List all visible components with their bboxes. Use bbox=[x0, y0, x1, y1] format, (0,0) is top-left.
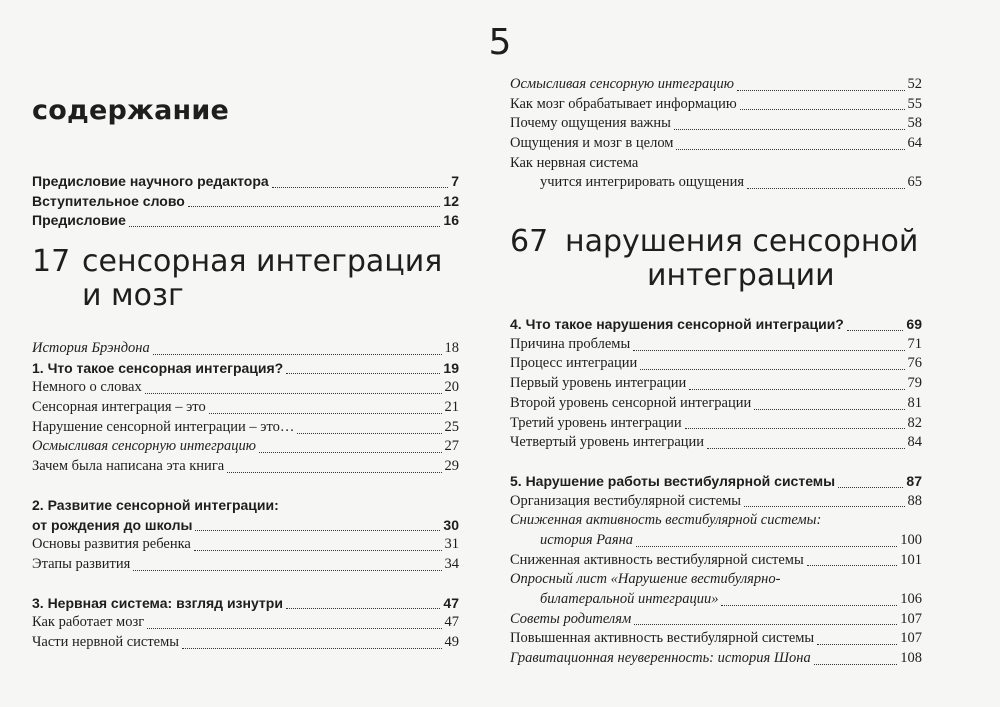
dot-leader bbox=[685, 428, 905, 429]
entry-page: 47 bbox=[444, 614, 459, 631]
entry-page: 82 bbox=[907, 414, 922, 431]
toc-entry[interactable] bbox=[510, 610, 922, 630]
toc-entry[interactable] bbox=[32, 613, 459, 633]
toc-entry-chapter3[interactable] bbox=[32, 594, 459, 614]
entry-title: 3. Нервная система: взгляд изнутри bbox=[32, 594, 283, 611]
toc-entry[interactable] bbox=[510, 114, 922, 134]
dot-leader bbox=[721, 605, 897, 606]
entry-page: 29 bbox=[444, 458, 459, 475]
dot-leader bbox=[286, 608, 440, 609]
dot-leader bbox=[133, 570, 441, 571]
spacer bbox=[510, 453, 922, 472]
entry-title: Советы родителям bbox=[510, 610, 632, 627]
entry-page: 76 bbox=[907, 355, 922, 372]
dot-leader bbox=[194, 550, 442, 551]
toc-entry[interactable] bbox=[510, 75, 922, 95]
toc-entry[interactable] bbox=[32, 555, 459, 575]
dot-leader bbox=[129, 226, 440, 227]
entry-title: Ощущения и мозг в целом bbox=[510, 135, 674, 152]
dot-leader bbox=[188, 206, 441, 207]
toc-entry-brandon-story[interactable] bbox=[32, 339, 459, 359]
entry-title: Части нервной системы bbox=[32, 633, 180, 650]
entry-title: Вступительное слово bbox=[32, 192, 185, 209]
dot-leader bbox=[640, 369, 904, 370]
dot-leader bbox=[838, 487, 903, 488]
dot-leader bbox=[847, 330, 904, 331]
dot-leader bbox=[182, 648, 441, 649]
entry-page: 7 bbox=[451, 172, 459, 189]
entry-title: Осмысливая сенсорную интеграцию bbox=[32, 438, 256, 455]
toc-entry-line1: Как нервная система bbox=[510, 154, 639, 171]
entry-title: Предисловие bbox=[32, 212, 126, 229]
dot-leader bbox=[195, 530, 440, 531]
entry-title: Этапы развития bbox=[32, 555, 131, 572]
toc-entry[interactable] bbox=[510, 414, 922, 434]
toc-entry-front-editor[interactable] bbox=[32, 172, 459, 192]
dot-leader bbox=[633, 350, 904, 351]
part2-title-line1: нарушения сенсорной bbox=[565, 224, 919, 260]
entry-title: Как мозг обрабатывает информацию bbox=[510, 95, 737, 112]
entry-title: Четвертый уровень интеграции bbox=[510, 434, 705, 451]
dot-leader bbox=[814, 664, 898, 665]
entry-page: 52 bbox=[907, 75, 922, 92]
entry-title: Сниженная активность вестибулярной системы bbox=[510, 551, 804, 568]
entry-page: 65 bbox=[907, 174, 922, 191]
part2-number: 67 bbox=[510, 224, 549, 260]
entry-page: 18 bbox=[444, 340, 459, 357]
toc-entry-chapter1[interactable] bbox=[32, 359, 459, 379]
entry-page: 12 bbox=[443, 192, 459, 209]
entry-page: 49 bbox=[444, 633, 459, 650]
toc-entry[interactable] bbox=[510, 492, 922, 512]
toc-right-column bbox=[510, 75, 922, 669]
entry-title: Причина проблемы bbox=[510, 335, 631, 352]
entry-title: Организация вестибулярной системы bbox=[510, 492, 742, 509]
toc-entry[interactable] bbox=[510, 629, 922, 649]
toc-entry[interactable] bbox=[510, 394, 922, 414]
dot-leader bbox=[689, 389, 904, 390]
entry-page: 71 bbox=[907, 335, 922, 352]
entry-page: 21 bbox=[444, 399, 459, 416]
page-number: 5 bbox=[488, 22, 512, 63]
entry-page: 79 bbox=[907, 375, 922, 392]
entry-page: 88 bbox=[907, 492, 922, 509]
toc-entry[interactable] bbox=[32, 438, 459, 458]
entry-page: 58 bbox=[907, 115, 922, 132]
entry-page: 87 bbox=[906, 472, 922, 489]
toc-entry[interactable] bbox=[510, 374, 922, 394]
dot-leader bbox=[817, 644, 897, 645]
toc-entry[interactable] bbox=[32, 633, 459, 653]
toc-left-column bbox=[32, 75, 459, 653]
entry-page: 25 bbox=[444, 418, 459, 435]
entry-title: Гравитационная неуверенность: история Шона bbox=[510, 650, 811, 667]
dot-leader bbox=[676, 149, 904, 150]
entry-title: Как работает мозг bbox=[32, 614, 145, 631]
dot-leader bbox=[740, 109, 905, 110]
entry-title: Предисловие научного редактора bbox=[32, 172, 269, 189]
toc-entry[interactable] bbox=[510, 95, 922, 115]
part2-heading bbox=[510, 225, 922, 293]
entry-title: 5. Нарушение работы вестибулярной системы bbox=[510, 472, 836, 489]
part2-title bbox=[565, 225, 922, 293]
entry-page: 47 bbox=[443, 594, 459, 611]
toc-entry-line1: Сниженная активность вестибулярной системы: bbox=[510, 512, 822, 529]
dot-leader bbox=[145, 393, 442, 394]
entry-title: Повышенная активность вестибулярной системы bbox=[510, 630, 815, 647]
dot-leader bbox=[807, 565, 898, 566]
entry-title: Немного о словах bbox=[32, 379, 142, 396]
part1-heading bbox=[32, 245, 459, 313]
entry-title: Третий уровень интеграции bbox=[510, 414, 682, 431]
entry-title: учится интегрировать ощущения bbox=[540, 174, 745, 191]
dot-leader bbox=[259, 452, 442, 453]
toc-entry[interactable] bbox=[510, 433, 922, 453]
entry-page: 100 bbox=[900, 531, 922, 548]
entry-page: 16 bbox=[443, 212, 459, 229]
entry-title: Сенсорная интеграция – это bbox=[32, 399, 206, 416]
dot-leader bbox=[209, 413, 442, 414]
toc-entry[interactable] bbox=[510, 590, 922, 610]
entry-title: Нарушение сенсорной интеграции – это… bbox=[32, 418, 295, 435]
entry-page: 31 bbox=[444, 536, 459, 553]
dot-leader bbox=[674, 129, 905, 130]
entry-title: история Раяна bbox=[540, 531, 634, 548]
entry-title: от рождения до школы bbox=[32, 516, 193, 533]
entry-page: 84 bbox=[907, 434, 922, 451]
entry-title: Основы развития ребенка bbox=[32, 536, 191, 553]
dot-leader bbox=[634, 624, 897, 625]
contents-title: содержание bbox=[32, 95, 229, 126]
entry-page: 81 bbox=[907, 394, 922, 411]
dot-leader bbox=[272, 187, 449, 188]
toc-entry-chapter2[interactable] bbox=[32, 516, 459, 536]
toc-entry[interactable] bbox=[32, 457, 459, 477]
dot-leader bbox=[636, 546, 897, 547]
toc-entry[interactable] bbox=[32, 418, 459, 438]
entry-title: Зачем была написана эта книга bbox=[32, 458, 225, 475]
toc-entry[interactable] bbox=[510, 134, 922, 154]
dot-leader bbox=[707, 448, 904, 449]
entry-page: 106 bbox=[900, 591, 922, 608]
spacer bbox=[32, 477, 459, 496]
dot-leader bbox=[754, 409, 904, 410]
part1-title bbox=[82, 245, 459, 313]
spacer bbox=[32, 575, 459, 594]
toc-entry[interactable] bbox=[32, 535, 459, 555]
entry-page: 101 bbox=[900, 551, 922, 568]
entry-title: Процесс интеграции bbox=[510, 355, 638, 372]
part1-number: 17 bbox=[32, 244, 71, 280]
dot-leader bbox=[297, 433, 441, 434]
entry-title: Второй уровень сенсорной интеграции bbox=[510, 394, 752, 411]
entry-page: 34 bbox=[444, 555, 459, 572]
entry-page: 64 bbox=[907, 135, 922, 152]
chapter2-title-line1: 2. Развитие сенсорной интеграции: bbox=[32, 496, 279, 513]
entry-page: 20 bbox=[444, 379, 459, 396]
toc-entry-chapter5[interactable] bbox=[510, 472, 922, 492]
toc-entry-front-preface[interactable] bbox=[32, 211, 459, 231]
toc-entry-chapter4[interactable] bbox=[510, 315, 922, 335]
toc-entry[interactable] bbox=[510, 173, 922, 193]
toc-entry[interactable] bbox=[32, 378, 459, 398]
toc-entry-front-intro[interactable] bbox=[32, 192, 459, 212]
entry-page: 107 bbox=[900, 610, 922, 627]
entry-page: 27 bbox=[444, 438, 459, 455]
entry-title: 1. Что такое сенсорная интеграция? bbox=[32, 359, 284, 376]
part1-title-line1: сенсорная интеграция bbox=[82, 244, 443, 280]
dot-leader bbox=[227, 472, 441, 473]
toc-entry[interactable] bbox=[510, 355, 922, 375]
part1-title-line2: и мозг bbox=[82, 278, 184, 314]
entry-page: 55 bbox=[907, 95, 922, 112]
dot-leader bbox=[153, 354, 442, 355]
dot-leader bbox=[747, 188, 904, 189]
toc-entry-line1: Опросный лист «Нарушение вестибулярно- bbox=[510, 571, 781, 588]
entry-title: Первый уровень интеграции bbox=[510, 375, 687, 392]
toc-entry[interactable] bbox=[32, 398, 459, 418]
entry-title: История Брэндона bbox=[32, 340, 150, 357]
entry-page: 19 bbox=[443, 359, 459, 376]
dot-leader bbox=[737, 90, 905, 91]
part2-title-line2: интеграции bbox=[647, 258, 835, 294]
entry-page: 107 bbox=[900, 630, 922, 647]
dot-leader bbox=[286, 373, 440, 374]
dot-leader bbox=[744, 506, 904, 507]
entry-title: 4. Что такое нарушения сенсорной интеграции? bbox=[510, 316, 844, 333]
entry-title: Почему ощущения важны bbox=[510, 115, 671, 132]
entry-page: 69 bbox=[906, 316, 922, 333]
toc-entry[interactable] bbox=[510, 649, 922, 669]
toc-entry[interactable] bbox=[510, 335, 922, 355]
toc-entry[interactable] bbox=[510, 531, 922, 551]
dot-leader bbox=[147, 628, 441, 629]
entry-page: 30 bbox=[443, 516, 459, 533]
toc-entry[interactable] bbox=[510, 551, 922, 571]
entry-title: билатеральной интеграции» bbox=[540, 591, 719, 608]
entry-page: 108 bbox=[900, 650, 922, 667]
entry-title: Осмысливая сенсорную интеграцию bbox=[510, 75, 734, 92]
